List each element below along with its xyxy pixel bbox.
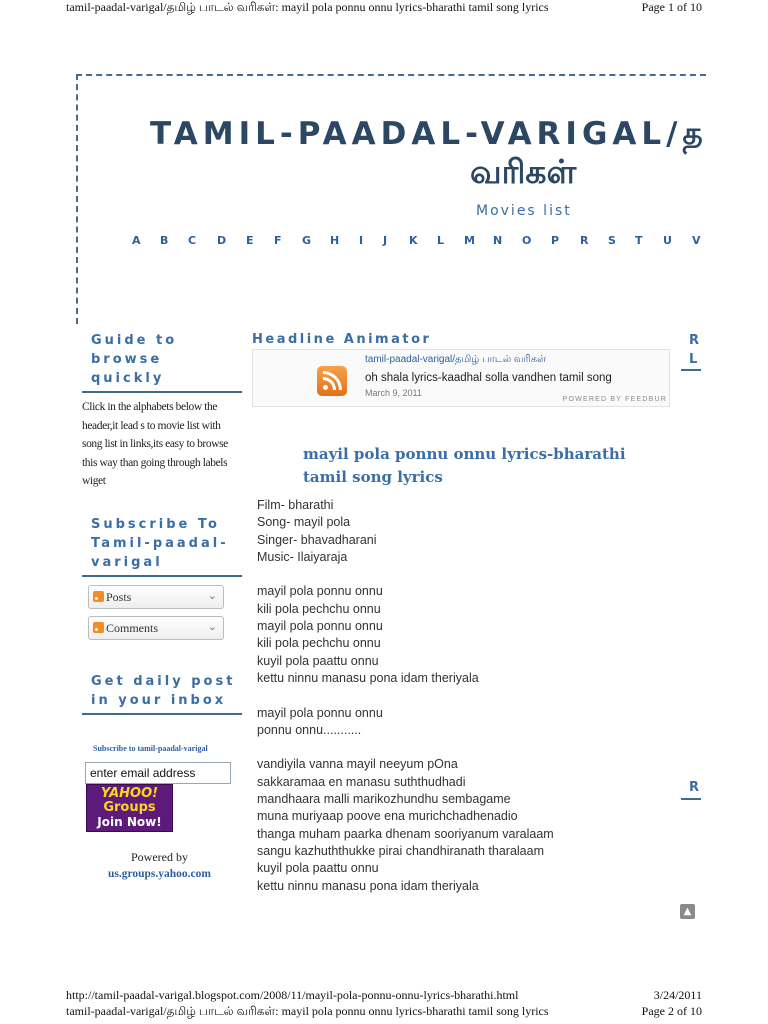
guide-widget <box>82 331 242 393</box>
print-header <box>66 0 702 16</box>
alpha-link-o[interactable]: O <box>522 234 532 247</box>
feedburner-credit: POWERED BY FEEDBUR <box>562 396 667 403</box>
print-footer-date: 3/24/2011 <box>653 988 702 1002</box>
alpha-link-c[interactable]: C <box>188 234 197 247</box>
alpha-link-a[interactable]: A <box>132 234 141 247</box>
lyric-line: vandiyila vanna mayil neeyum pOna <box>257 757 458 772</box>
lyric-line: sangu kazhuththukke pirai chandhiranath tharalaam <box>257 843 544 858</box>
alpha-link-k[interactable]: K <box>409 234 418 247</box>
subscribe-widget <box>82 515 242 577</box>
yahoo-join-text: Join Now! <box>97 815 162 829</box>
print-footer <box>66 984 702 1024</box>
rss-icon <box>317 366 347 396</box>
feed-latest-post: oh shala lyrics-kaadhal solla vandhen tamil song <box>365 372 612 384</box>
post-title[interactable]: mayil pola ponnu onnu lyrics-bharathi tamil song lyrics <box>303 445 626 486</box>
print-header-title: tamil-paadal-varigal/தமிழ் பாடல் வரிகள்: mayil pola ponnu onnu lyrics-bharathi tamil song lyrics <box>66 0 549 14</box>
alpha-link-b[interactable]: B <box>160 234 169 247</box>
lyric-line: ponnu onnu........... <box>257 722 362 737</box>
post-body <box>257 497 677 895</box>
feed-icon <box>93 591 104 602</box>
headline-feed-widget[interactable] <box>252 349 670 407</box>
chevron-down-icon: ⌄ <box>207 590 217 602</box>
lyric-line: muna muriyaap poove ena murichchadhenadio <box>257 809 518 824</box>
subscribe-heading: Subscribe To Tamil-paadal-varigal <box>82 515 242 577</box>
daily-post-heading: Get daily post in your inbox <box>82 672 242 715</box>
lyric-line: mayil pola ponnu onnu <box>257 619 383 634</box>
alpha-link-n[interactable]: N <box>493 234 503 247</box>
lyric-line: kuyil pola paattu onnu <box>257 653 379 668</box>
alpha-link-r[interactable]: R <box>580 234 589 247</box>
movies-list-link[interactable]: Movies list <box>476 203 572 219</box>
right-column-heading-r2: R <box>689 780 700 795</box>
alpha-link-f[interactable]: F <box>274 234 282 247</box>
meta-line: Song- mayil pola <box>257 515 351 530</box>
guide-heading: Guide to browse quickly <box>82 331 242 393</box>
lyric-line: kili pola pechchu onnu <box>257 601 381 616</box>
meta-line: Singer- bhavadharani <box>257 532 377 547</box>
right-column-heading-r: R <box>689 333 700 348</box>
lyric-line: sakkaramaa en manasu suththudhadi <box>257 774 466 789</box>
meta-line: Music- Ilaiyaraja <box>257 549 348 564</box>
alphabet-nav <box>132 234 707 252</box>
lyric-line: mandhaara malli marikozhundhu sembagame <box>257 792 511 807</box>
lyric-line: kettu ninnu manasu pona idam theriyala <box>257 670 479 685</box>
alpha-link-g[interactable]: G <box>302 234 312 247</box>
right-column-rule <box>681 369 701 371</box>
alpha-link-p[interactable]: P <box>551 234 560 247</box>
print-footer-title: tamil-paadal-varigal/தமிழ் பாடல் வரிகள்: mayil pola ponnu onnu lyrics-bharathi tamil song lyrics <box>66 1004 549 1018</box>
print-footer-url: http://tamil-paadal-varigal.blogspot.com/2008/11/mayil-pola-ponnu-onnu-lyrics-bharathi.html <box>66 988 519 1002</box>
right-column-rule-2 <box>681 798 701 800</box>
feed-date: March 9, 2011 <box>365 388 422 398</box>
meta-line: Film- bharathi <box>257 498 334 512</box>
blog-title[interactable]: TAMIL-PAADAL-VARIGAL/த <box>150 116 708 152</box>
blog-header-frame <box>76 74 706 324</box>
yahoo-logo-text: YAHOO! <box>100 786 159 801</box>
headline-animator-title: Headline Animator <box>252 332 432 347</box>
lyric-line: kettu ninnu manasu pona idam theriyala <box>257 878 479 893</box>
powered-by-label: Powered by <box>131 850 188 864</box>
subscribe-comments-button[interactable] <box>88 616 224 640</box>
alpha-link-t[interactable]: T <box>635 234 643 247</box>
alpha-link-v[interactable]: V <box>692 234 701 247</box>
lyric-line: thanga muham paarka dhenam sooriyanum varalaam <box>257 826 554 841</box>
subscribe-posts-label: Posts <box>106 590 132 604</box>
back-to-top-icon[interactable]: ▲ <box>680 904 695 919</box>
yahoo-groups-link[interactable]: us.groups.yahoo.com <box>108 868 211 880</box>
group-subscribe-label: Subscribe to tamil-paadal-varigal <box>93 744 208 753</box>
yahoo-groups-text: Groups <box>103 800 156 815</box>
subscribe-posts-button[interactable] <box>88 585 224 609</box>
print-header-page: Page 1 of 10 <box>641 0 702 14</box>
alpha-link-s[interactable]: S <box>608 234 616 247</box>
alpha-link-u[interactable]: U <box>663 234 672 247</box>
lyric-line: kuyil pola paattu onnu <box>257 861 379 876</box>
alpha-link-e[interactable]: E <box>246 234 254 247</box>
feed-source: tamil-paadal-varigal/தமிழ் பாடல் வரிகள் <box>365 354 547 365</box>
guide-text: Click in the alphabets below the header,it lead s to movie list with song list in links,its easy to browse this way than going through labels wiget <box>82 401 228 487</box>
lyric-line: kili pola pechchu onnu <box>257 636 381 651</box>
alpha-link-m[interactable]: M <box>464 234 475 247</box>
alpha-link-h[interactable]: H <box>330 234 340 247</box>
subscribe-comments-label: Comments <box>106 621 159 635</box>
feed-icon <box>93 622 104 633</box>
email-field[interactable]: enter email address <box>85 762 231 784</box>
alpha-link-l[interactable]: L <box>437 234 445 247</box>
alpha-link-i[interactable]: I <box>359 234 364 247</box>
lyric-line: mayil pola ponnu onnu <box>257 584 383 599</box>
lyric-line: mayil pola ponnu onnu <box>257 705 383 720</box>
yahoo-groups-join-button[interactable] <box>86 784 173 832</box>
daily-post-widget <box>82 672 242 715</box>
alpha-link-j[interactable]: J <box>383 234 388 247</box>
alpha-link-d[interactable]: D <box>217 234 227 247</box>
print-footer-page: Page 2 of 10 <box>641 1004 702 1018</box>
chevron-down-icon: ⌄ <box>207 621 217 633</box>
blog-title-tamil[interactable]: வரிகள் <box>470 152 577 191</box>
right-column-heading-l: L <box>689 352 698 367</box>
